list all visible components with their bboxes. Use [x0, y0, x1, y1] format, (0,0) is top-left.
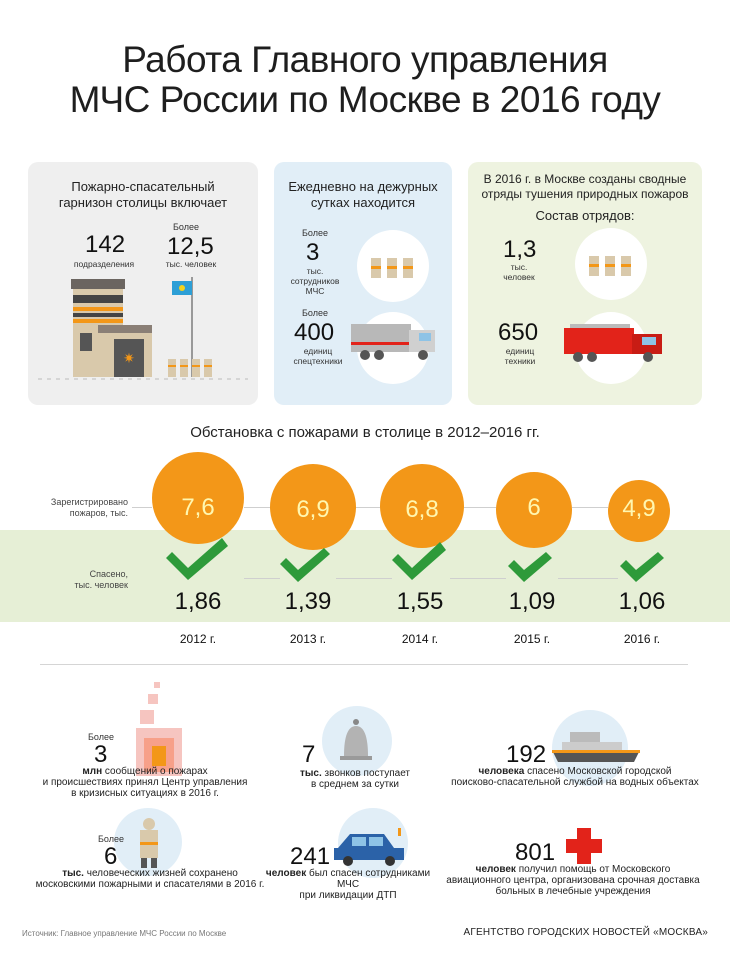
boat-icon — [548, 726, 648, 766]
duty-staff-label: тыс. сотрудников МЧС — [290, 266, 340, 296]
bell-icon — [336, 716, 380, 766]
truck-icon — [349, 320, 444, 365]
check-icon — [280, 548, 330, 582]
firefighters-icon — [575, 228, 647, 300]
wildfire-firefighters-circle — [575, 228, 647, 300]
stat1-prefix: Более — [88, 732, 114, 742]
wildfire-people-label: тыс. человек — [503, 262, 535, 282]
year-2012: 2012 г. — [179, 632, 217, 646]
duty-card — [274, 162, 452, 405]
saved-value-2016: 1,06 — [618, 588, 666, 615]
smoke-building-icon — [130, 678, 190, 778]
connector-line — [132, 507, 152, 508]
stat4-value: 6 — [104, 843, 118, 870]
saved-value-2013: 1,39 — [284, 588, 332, 615]
saved-label: Спасено, тыс. человек — [74, 569, 128, 590]
wildfire-subheading: Состав отрядов: — [535, 208, 635, 223]
duty-heading: Ежедневно на дежурных сутках находится — [288, 179, 438, 210]
fires-circle-2016: 4,9 — [608, 480, 670, 542]
saved-value-2014: 1,55 — [396, 588, 444, 615]
check-icon — [620, 552, 664, 582]
connector-line — [464, 507, 496, 508]
firefighters-icon — [357, 230, 429, 302]
staff-value: 12,5 — [167, 233, 214, 260]
check-icon — [166, 538, 228, 580]
stat2-desc: тыс. звонков поступает в среднем за сутки — [299, 768, 411, 790]
fires-circle-2012: 7,6 — [152, 452, 244, 544]
wildfire-equip-label: единиц техники — [504, 346, 536, 366]
units-label: подразделения — [73, 259, 135, 269]
wildfire-equip-value: 650 — [498, 319, 539, 346]
check-icon — [392, 542, 446, 580]
fires-circle-2015: 6 — [496, 472, 572, 548]
connector-line — [244, 507, 270, 508]
duty-equip-value: 400 — [294, 319, 335, 346]
staff-label: тыс. человек — [165, 259, 217, 269]
section-divider — [40, 664, 688, 665]
duty-equip-prefix: Более — [302, 308, 328, 318]
checkmarks — [0, 530, 730, 590]
stat6-value: 801 — [515, 839, 556, 866]
year-2013: 2013 г. — [289, 632, 327, 646]
connector-line — [356, 507, 380, 508]
firefighter-icon — [136, 816, 162, 870]
fires-circle-2014: 6,8 — [380, 464, 464, 548]
stat5-desc: человек был спасен сотрудниками МЧС при ликвидации ДТП — [265, 868, 431, 901]
duty-equip-label: единиц спецтехники — [293, 346, 343, 366]
agency-credit: АГЕНТСТВО ГОРОДСКИХ НОВОСТЕЙ «МОСКВА» — [463, 927, 708, 938]
year-2016: 2016 г. — [623, 632, 661, 646]
garrison-card — [28, 162, 258, 405]
saved-value-2012: 1,86 — [174, 588, 222, 615]
connector-line — [572, 507, 608, 508]
duty-staff-value: 3 — [306, 239, 320, 266]
stat4-prefix: Более — [98, 834, 124, 844]
stat4-desc: тыс. человеческих жизней сохранено московскими пожарными и спасателями в 2016 г. — [35, 868, 265, 890]
units-value: 142 — [85, 231, 126, 258]
page-title: Работа Главного управления МЧС России по Москве в 2016 году — [69, 39, 661, 120]
red-cross-icon — [564, 826, 604, 866]
year-2015: 2015 г. — [513, 632, 551, 646]
fire-truck-icon — [562, 320, 668, 368]
fire-station-illustration — [28, 267, 258, 392]
stat2-value: 7 — [302, 741, 316, 768]
stat3-value: 192 — [506, 741, 547, 768]
stat5-value: 241 — [290, 843, 331, 870]
garrison-heading: Пожарно-спасательный гарнизон столицы включает — [58, 179, 228, 210]
stat6-desc: человек получил помощь от Московского авиационного центра, организована срочная доставка больных в лечебные учреждения — [446, 864, 700, 897]
fires-section-title: Обстановка с пожарами в столице в 2012–2016 гг. — [190, 424, 540, 441]
stat3-desc: человека спасено Московской городской поисково-спасательной службой на водных объектах — [451, 766, 699, 788]
wildfire-people-value: 1,3 — [503, 236, 537, 263]
registered-label: Зарегистрировано пожаров, тыс. — [50, 497, 128, 518]
fires-circle-2013: 6,9 — [270, 464, 356, 550]
svg-text:✷: ✷ — [123, 351, 135, 367]
stat1-desc: млн сообщений о пожарах и происшествиях принял Центр управления в кризисных ситуациях в 2016 г. — [42, 766, 248, 799]
car-crash-icon — [332, 826, 410, 866]
duty-staff-prefix: Более — [302, 228, 328, 238]
stat1-value: 3 — [94, 741, 108, 768]
wildfire-card — [468, 162, 702, 405]
source-note: Источник: Главное управление МЧС России по Москве — [22, 929, 227, 938]
staff-prefix: Более — [173, 222, 199, 232]
wildfire-heading: В 2016 г. в Москве созданы сводные отряды тушения природных пожаров — [481, 172, 689, 201]
firefighters-circle — [357, 230, 429, 302]
year-2014: 2014 г. — [401, 632, 439, 646]
check-icon — [508, 552, 552, 582]
saved-value-2015: 1,09 — [508, 588, 556, 615]
